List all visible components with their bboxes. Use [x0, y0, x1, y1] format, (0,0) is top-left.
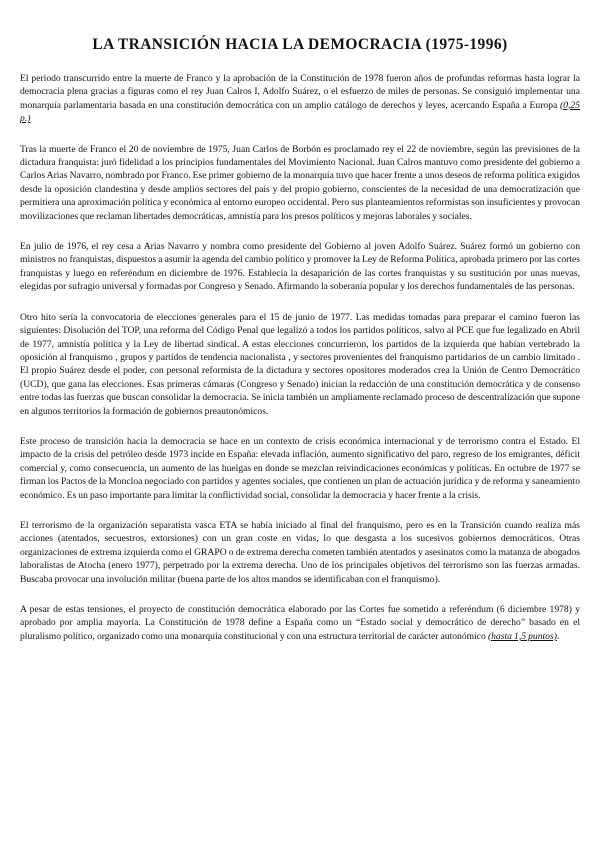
document-title: LA TRANSICIÓN HACIA LA DEMOCRACIA (1975-1996) [92, 36, 508, 53]
paragraph-economic-crisis: Este proceso de transición hacia la democracia se hace en un contexto de crisis económica internacional y de terrorismo contra el Estado. El impacto de la crisis del petróleo desde 1973 incide en España: elevada inflación, aumento significativo del paro, regreso de los emigrantes, déficit comercial y, como consecuencia, un aumento de las huelgas en donde se mezclan reivindicaciones económicas y políticas. En octubre de 1977 se firman los Pactos de la Moncloa negociado con partidos y agentes sociales, que contienen un plan de actuación jurídica y de reforma y saneamiento económico. Es un paso importante para limitar la conflictividad social, consolidar la democracia y hacer frente a la crisis. [20, 435, 581, 501]
paragraph-death-of-franco: Tras la muerte de Franco el 20 de noviembre de 1975, Juan Carlos de Borbón es proclamado rey el 22 de noviembre, según las previsiones de la dictadura franquista: juró fidelidad a los principios fundamentales del Movimiento Nacional. Juan Calros mantuvo como presidente del gobierno a Carlos Arias Navarro, nombrado por Franco. Ese primer gobierno de la monarquía tuvo que hacer frente a unos deseos de reforma política exigidos desde la oposición clandestina y desde amplios sectores del país y del propio gobierno, conscientes de la necesidad de una democratización que permitiera una aproximación política y económica al entorno europeo occidental. Pero sus planteamientos reformistas son insuficientes y provocan movilizaciones que reclaman libertades democráticas, amnistía para los presos políticos y mejoras laborales y sociales. [20, 143, 580, 222]
paragraph-intro [20, 72, 580, 126]
paragraph-suarez-government: En julio de 1976, el rey cesa a Arias Navarro y nombra como presidente del Gobierno al joven Adolfo Suárez. Suárez formó un gobierno con ministros no franquistas, dispuestos a asumir la agenda del cambio político y promover la Ley de Reforma Política, aprobada primero por las cortes franquistas y luego en referéndum en diciembre de 1976. Establecía la desaparición de las cortes franquistas y su sustitución por unas nuevas, elegidas por sufragio universal y formadas por Congreso y Senado. Afirmando la soberanía popular y los derechos fundamentales de las personas. [20, 241, 580, 293]
score-reference: (hasta 1,5 puntos) [487, 630, 557, 642]
paragraph-text: A pesar de estas tensiones, el proyecto de constitución democrática elaborado por las Cortes fue sometido a referéndum (6 diciembre 1978) y aprobado por amplia mayoría. La Constitución de 1978 define a España como un “Estado social y democrático de derecho” basado en el pluralismo político, organizado como una monarquía constitucional y con una estructura territorial de carácter autonómico [20, 604, 580, 642]
paragraph-text: El periodo transcurrido entre la muerte de Franco y la aprobación de la Constitución de 1978 fueron años de profundas reformas hasta lograr la democracia plena gracias a figuras como el rey Juan Calros I, Adolfo Suárez, o el esfuerzo de miles de personas. Se consiguió implementar una monarquía parlamentaria basada en una constitución democrática con un amplio catálogo de derechos y leyes, acercando España a Europa [20, 73, 580, 111]
paragraph-terrorism: El terrorismo de la organización separatista vasca ETA se había iniciado al final del franquismo, pero es en la Transición cuando realiza más acciones (atentados, secuestros, extorsiones) con un gran coste en vidas, lo que desgasta a los sucesivos gobiernos democráticos. Otras organizaciones de extrema izquierda como el GRAPO o de extrema derecha cometen también atentados y asesinatos como la matanza de abogados laboralistas de Atocha (enero 1977), perpetrado por la extrema derecha. Uno de los principales objetivos del terrorismo son las fuerzas armadas. Buscaba provocar una involución militar (buena parte de los altos mandos se identificaban con el franquismo). [20, 519, 580, 585]
score-reference: (0,25 p.) [20, 99, 580, 125]
paragraph-tail: . [556, 630, 560, 642]
paragraph-constitution [20, 603, 580, 643]
paragraph-1977-elections: Otro hito sería la convocatoria de elecciones generales para el 15 de junio de 1977. Las medidas tomadas para preparar el camino fueron las siguientes: Disolución del TOP, una reforma del Código Penal que legalizó a todos los partidos políticos, salvo al PCE que fue legalizado en Abril de 1977, amnistía política y la Ley de libertad sindical. A estas elecciones concurrieron, los partidos de la izquierda que habían vertebrado la oposición al franquismo , grupos y partidos de tendencia nacionalista , y sectores provenientes del franquismo partidarios de un cambio limitado . El propio Suárez desde el poder, con personal reformista de la dictadura y sectores opositores moderados crea la Unión de Centro Democrático (UCD), que gana las elecciones. Esas primeras cámaras (Congreso y Senado) inician la redacción de una constitución democrática y de consenso entre todas las fuerzas que buscan consolidar la democracia. Se inicia también un ampliamente reclamado proceso de descentralización que supone en algunos territorios la formación de gobiernos preautonómicos. [20, 311, 580, 417]
